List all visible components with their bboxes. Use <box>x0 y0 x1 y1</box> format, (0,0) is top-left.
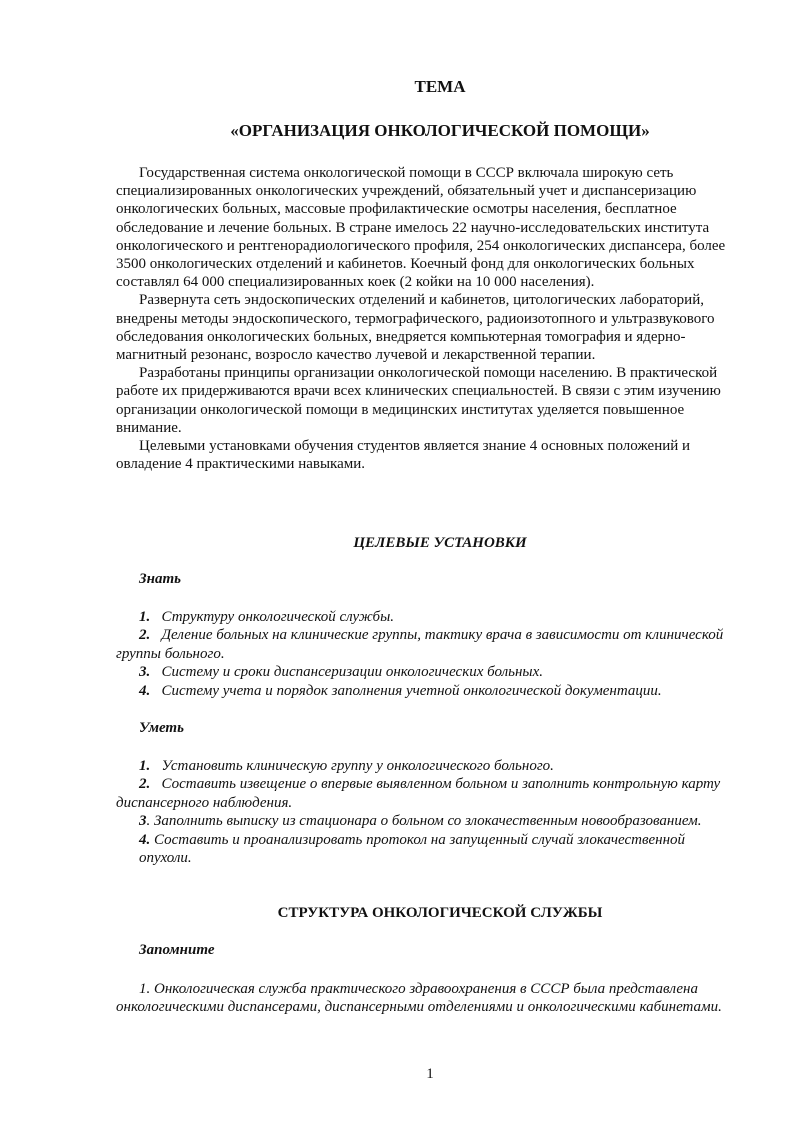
can-label: Уметь <box>139 720 184 736</box>
know-list <box>116 608 736 700</box>
list-item: 1. Онкологическая служба практического здравоохранения в СССР была представлена онкологическими диспансерами, диспансерными отделениями и онкологическими кабинетами. <box>116 981 722 1016</box>
remember-list <box>116 980 736 1017</box>
intro-paragraph-4: Целевыми установками обучения студентов является знание 4 основных положений и овладение 4 практическими навыками. <box>116 438 691 473</box>
know-label: Знать <box>139 571 181 587</box>
intro-paragraph-2: Развернута сеть эндоскопических отделений и кабинетов, цитологических лабораторий, внедрены методы эндоскопического, термографического, радиоизотопного и ультразвукового обследования онкологических больных, внедряется компьютерная томография и ядерно-магнитный резонанс, возросло качество лучевой и лекарственной терапии. <box>116 292 715 364</box>
list-item: 2. Составить извещение о впервые выявленном больном и заполнить контрольную карту диспансерного наблюдения. <box>116 776 721 811</box>
page-number: 1 <box>426 1066 434 1082</box>
goals-section-title: ЦЕЛЕВЫЕ УСТАНОВКИ <box>353 535 527 551</box>
intro-paragraph-1: Государственная система онкологической помощи в СССР включала широкую сеть специализированных онкологических учреждений, обязательный учет и диспансеризацию онкологических больных, массовые профилактические осмотры населения, бесплатное обследование и лечение больных. В стране имелось 22 научно-исследовательских института онкологического и рентгенорадиологического профиля, 254 онкологических диспансера, более 3500 онкологических отделений и кабинетов. Коечный фонд для онкологических больных составлял 64 000 специализированных коек (2 койки на 10 000 населения). <box>116 165 726 291</box>
topic-title: «ОРГАНИЗАЦИЯ ОНКОЛОГИЧЕСКОЙ ПОМОЩИ» <box>230 121 650 140</box>
list-item: 1. Установить клиническую группу у онкологического больного. <box>139 758 554 774</box>
remember-label: Запомните <box>139 942 215 958</box>
list-item: 4. Составить и проанализировать протокол на запущенный случай злокачественной опухоли. <box>139 831 686 867</box>
structure-section-title: СТРУКТУРА ОНКОЛОГИЧЕСКОЙ СЛУЖБЫ <box>277 905 603 921</box>
intro-text <box>116 164 744 473</box>
list-item: 3. Систему и сроки диспансеризации онкологических больных. <box>139 664 543 681</box>
list-item: 1. Структуру онкологической службы. <box>139 609 395 625</box>
list-item: 3. Заполнить выписку из стационара о больном со злокачественным новообразованием. <box>139 813 702 830</box>
can-list <box>116 757 736 867</box>
page-title: ТЕМА <box>414 77 466 96</box>
list-item: 4. Систему учета и порядок заполнения учетной онкологической документации. <box>139 682 662 699</box>
list-item: 2. Деление больных на клинические группы, тактику врача в зависимости от клинической группы больного. <box>116 627 724 662</box>
intro-paragraph-3: Разработаны принципы организации онкологической помощи населению. В практической работе их придерживаются врачи всех клинических специальностей. В связи с этим изучению организации онкологической помощи в медицинских институтах уделяется повышенное внимание. <box>116 365 721 436</box>
